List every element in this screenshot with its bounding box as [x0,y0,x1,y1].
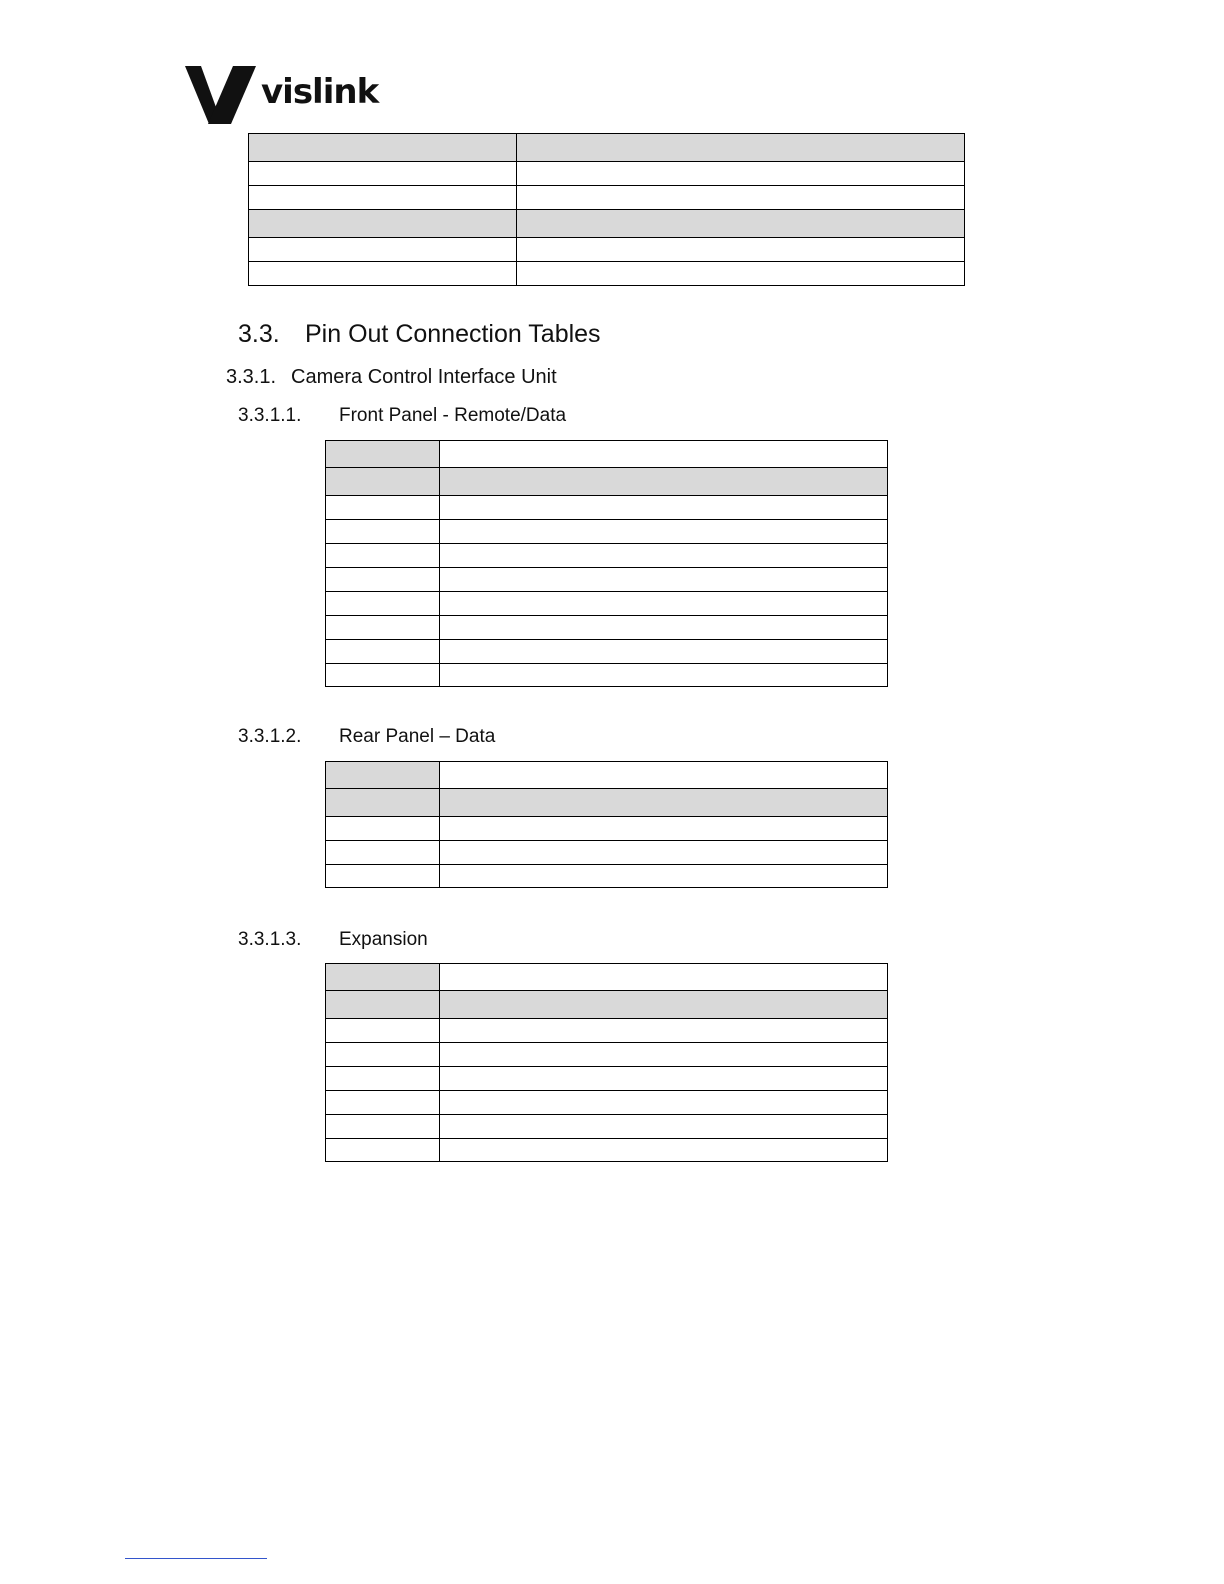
section-number: 3.3. [238,320,280,348]
table-continued [248,133,965,286]
front-panel-title: Front Panel - Remote/Data [339,405,567,426]
expansion-heading [238,929,428,951]
table-row [326,841,888,865]
rear-panel-pin-table [325,761,888,888]
table-row [326,592,888,616]
table-row [249,134,965,162]
table-row [249,162,965,186]
section-title: Pin Out Connection Tables [305,320,601,348]
table-row [326,865,888,888]
vislink-logo [185,64,379,126]
table-row [326,1091,888,1115]
table-row [326,762,888,789]
table-row [326,1019,888,1043]
table-row [326,789,888,817]
expansion-title: Expansion [339,929,428,950]
table-row [326,544,888,568]
table-row [249,210,965,238]
subsection-title: Camera Control Interface Unit [291,366,557,388]
table-row [326,640,888,664]
subsection-heading [226,366,557,389]
footnote-divider [125,1558,267,1559]
table-row [326,616,888,640]
rear-panel-heading [238,726,495,748]
front-panel-number: 3.3.1.1. [238,405,302,426]
table-row [249,238,965,262]
rear-panel-number: 3.3.1.2. [238,726,302,747]
table-row [326,964,888,991]
table-row [249,186,965,210]
table-row [249,262,965,286]
table-row [326,1115,888,1139]
table-row [326,1139,888,1162]
table-row [326,664,888,687]
brand-name: vislink [261,72,379,112]
vislink-logo-mark [185,64,257,126]
table-row [326,991,888,1019]
expansion-number: 3.3.1.3. [238,929,302,950]
table-row [326,441,888,468]
table-row [326,1067,888,1091]
table-row [326,1043,888,1067]
expansion-pin-table [325,963,888,1162]
front-panel-heading [238,405,566,427]
section-heading [238,320,601,349]
subsection-number: 3.3.1. [226,366,277,388]
rear-panel-title: Rear Panel – Data [339,726,496,747]
table-row [326,520,888,544]
front-panel-pin-table [325,440,888,687]
table-row [326,817,888,841]
table-row [326,468,888,496]
table-row [326,568,888,592]
table-row [326,496,888,520]
